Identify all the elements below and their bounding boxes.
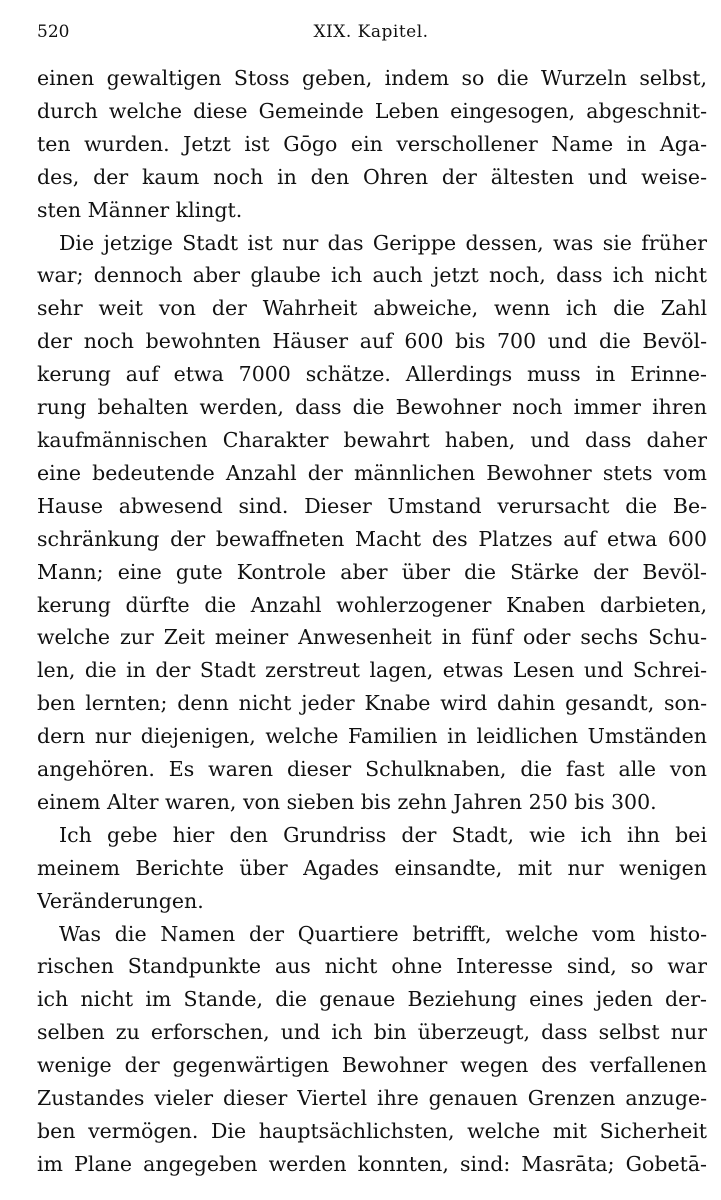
page-header xyxy=(37,18,705,48)
text-line: kaufmännischen Charakter bewahrt haben, und dass daher xyxy=(37,427,707,452)
paragraph xyxy=(37,62,707,227)
text-line: rischen Standpunkte aus nicht ohne Interesse sind, so war xyxy=(37,954,707,979)
text-line: meinem Berichte über Agades einsandte, mit nur wenigen xyxy=(37,855,707,880)
text-line: im Plane angegeben werden konnten, sind: Masrāta; Gobetā- xyxy=(37,1151,707,1176)
text-line: kerung dürfte die Anzahl wohlerzogener Knaben darbieten, xyxy=(37,592,707,617)
text-line: Zustandes vieler dieser Viertel ihre genauen Grenzen anzuge- xyxy=(37,1086,707,1111)
body-text xyxy=(37,62,707,1181)
text-line: dern nur diejenigen, welche Familien in leidlichen Umständen xyxy=(37,724,707,749)
text-line: Ich gebe hier den Grundriss der Stadt, wie ich ihn bei xyxy=(59,822,707,847)
text-line: kerung auf etwa 7000 schätze. Allerdings muss in Erinne- xyxy=(37,362,707,387)
text-line: ich nicht im Stande, die genaue Beziehung eines jeden der- xyxy=(37,987,707,1012)
text-line: einem Alter waren, von sieben bis zehn Jahren 250 bis 300. xyxy=(37,789,657,814)
text-line: sten Männer klingt. xyxy=(37,197,243,222)
text-line: Mann; eine gute Kontrole aber über die Stärke der Bevöl- xyxy=(37,559,707,584)
page-number: 520 xyxy=(37,22,70,42)
text-line: der noch bewohnten Häuser auf 600 bis 700 und die Bevöl- xyxy=(37,329,707,354)
text-line: angehören. Es waren dieser Schulknaben, die fast alle von xyxy=(37,757,707,782)
text-line: Veränderungen. xyxy=(37,888,204,913)
text-line: Die jetzige Stadt ist nur das Gerippe dessen, was sie früher xyxy=(59,230,707,255)
text-line: einen gewaltigen Stoss geben, indem so die Wurzeln selbst, xyxy=(37,66,707,90)
text-line: ben lernten; denn nicht jeder Knabe wird dahin gesandt, son- xyxy=(37,691,707,716)
text-line: schränkung der bewaffneten Macht des Platzes auf etwa 600 xyxy=(37,526,707,551)
text-line: war; dennoch aber glaube ich auch jetzt noch, dass ich nicht xyxy=(37,263,707,288)
text-line: sehr weit von der Wahrheit abweiche, wenn ich die Zahl xyxy=(37,296,707,321)
text-line: eine bedeutende Anzahl der männlichen Bewohner stets vom xyxy=(37,460,707,485)
text-line: durch welche diese Gemeinde Leben eingesogen, abgeschnit- xyxy=(37,98,707,123)
paragraph xyxy=(37,819,707,918)
text-line: ten wurden. Jetzt ist Gōgo ein verschollener Name in Aga- xyxy=(37,131,707,156)
paragraph xyxy=(37,918,707,1181)
text-line: len, die in der Stadt zerstreut lagen, etwas Lesen und Schrei- xyxy=(37,658,707,683)
running-head: XIX. Kapitel. xyxy=(313,22,429,42)
text-line: Was die Namen der Quartiere betrifft, welche vom histo- xyxy=(59,921,707,946)
paragraph xyxy=(37,227,707,819)
text-line: des, der kaum noch in den Ohren der ältesten und weise- xyxy=(37,164,707,189)
text-line: welche zur Zeit meiner Anwesenheit in fünf oder sechs Schu- xyxy=(37,625,707,650)
text-line: Hause abwesend sind. Dieser Umstand verursacht die Be- xyxy=(37,493,707,518)
text-line: rung behalten werden, dass die Bewohner noch immer ihren xyxy=(37,395,707,420)
text-line: wenige der gegenwärtigen Bewohner wegen des verfallenen xyxy=(37,1053,707,1078)
text-line: ben vermögen. Die hauptsächlichsten, welche mit Sicherheit xyxy=(37,1119,707,1143)
text-line: selben zu erforschen, und ich bin überzeugt, dass selbst nur xyxy=(37,1020,707,1045)
